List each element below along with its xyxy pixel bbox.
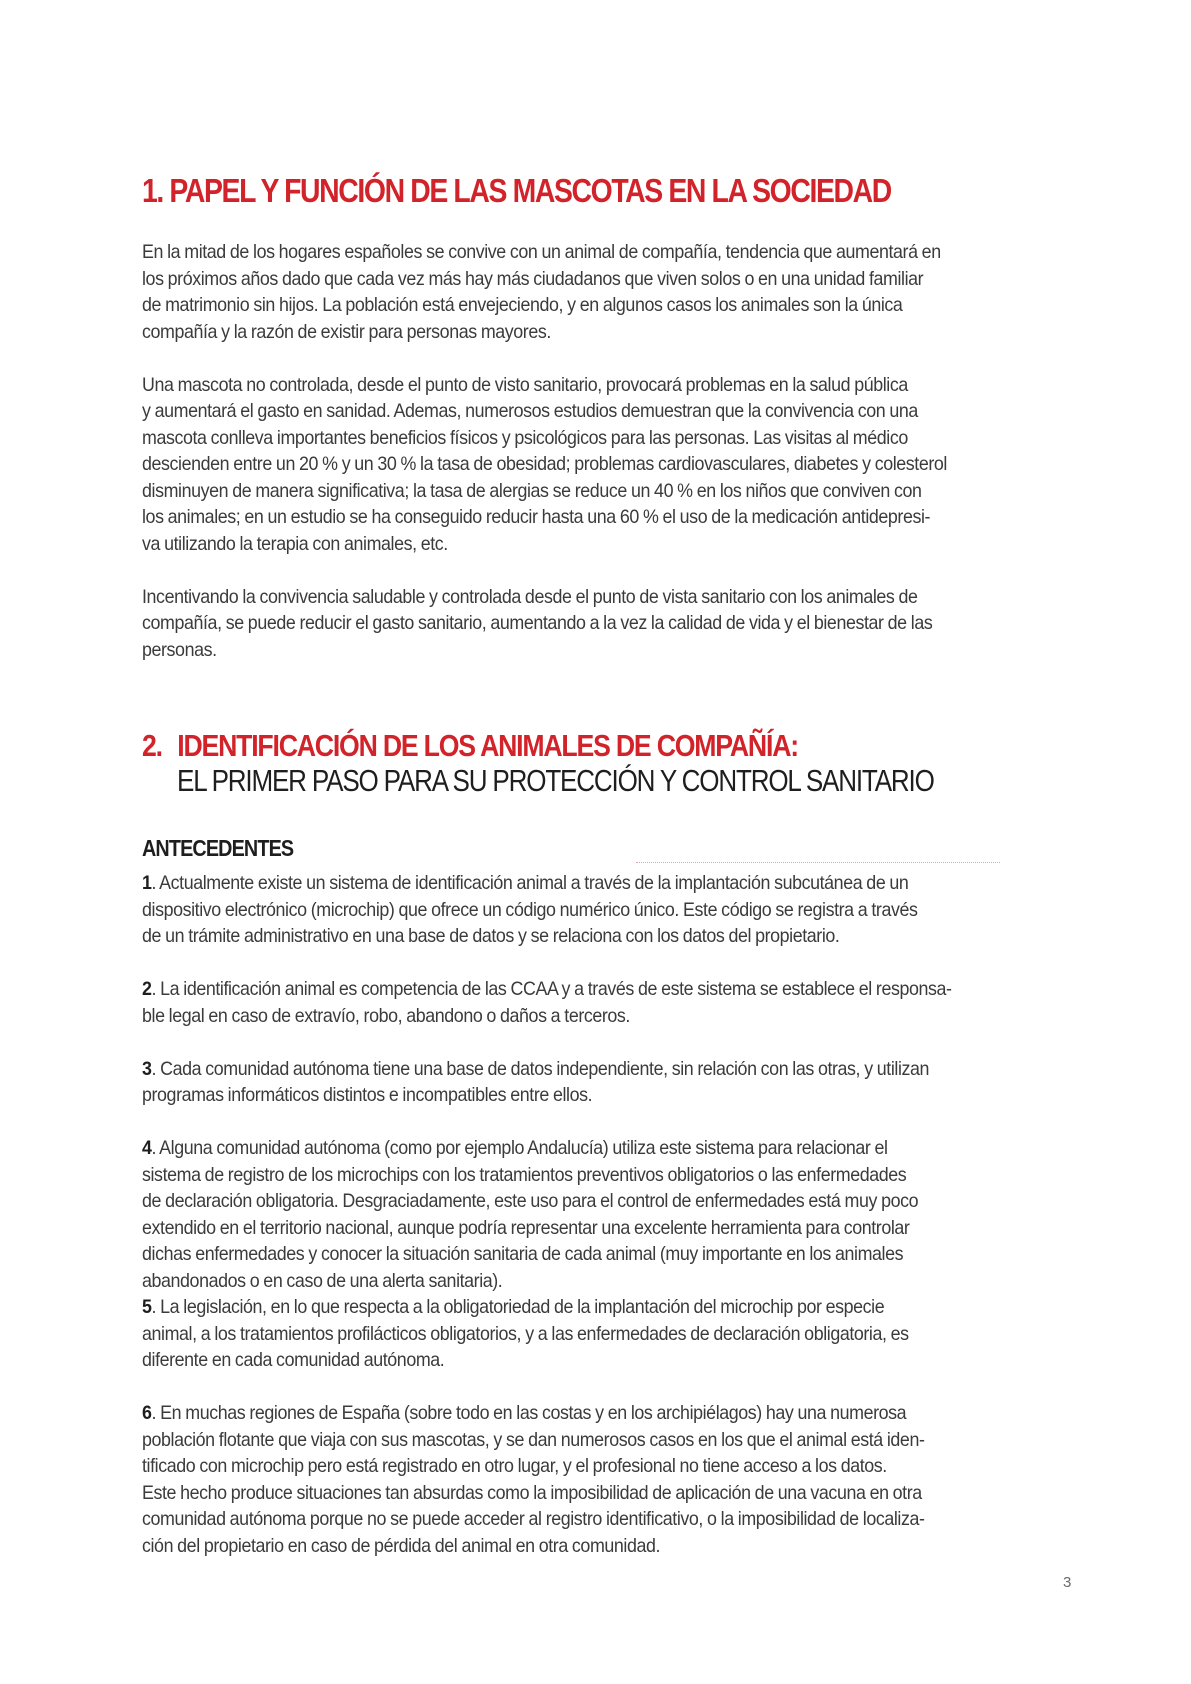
section-1-paragraph-3 [142, 584, 1102, 664]
section-2-heading-title [142, 729, 947, 763]
section-2-heading [142, 729, 1078, 799]
text-line: En la mitad de los hogares españoles se convive con un animal de compañía, tendencia que aumentará en [142, 241, 941, 263]
text-line: personas. [142, 638, 217, 661]
antecedentes-item-2 [142, 976, 1102, 1029]
antecedentes-item-3 [142, 1056, 1102, 1109]
text-line: los próximos años dado que cada vez más hay más ciudadanos que viven solos o en una unidad familiar [142, 267, 924, 290]
item-number: 3 [142, 1057, 152, 1080]
item-number: 6 [142, 1402, 152, 1424]
section-1-paragraph-1 [142, 239, 1102, 345]
item-text: . Actualmente existe un sistema de identificación animal a través de la implantación subcutánea de un [151, 872, 909, 894]
text-line: tificado con microchip pero está registrado en otro lugar, y el profesional no tiene acceso a los datos. [142, 1455, 887, 1477]
antecedentes-subheading: ANTECEDENTES [142, 835, 294, 861]
item-text: . La legislación, en lo que respecta a la obligatoriedad de la implantación del microchip por especie [151, 1296, 885, 1318]
text-line [142, 1135, 1020, 1162]
text-line [142, 870, 1020, 897]
text-line: va utilizando la terapia con animales, etc. [142, 532, 448, 555]
antecedentes-item-5 [142, 1294, 1102, 1374]
text-line: comunidad autónoma porque no se puede acceder al registro identificativo, o la imposibilidad de localiza- [142, 1508, 925, 1530]
item-text: . La identificación animal es competencia de las CCAA y a través de este sistema se establece el responsa- [151, 978, 952, 1000]
text-line: disminuyen de manera significativa; la tasa de alergias se reduce un 40 % en los niños que conviven con [142, 479, 922, 502]
dotted-divider [636, 862, 1000, 863]
section-2-title: IDENTIFICACIÓN DE LOS ANIMALES DE COMPAÑÍA: [177, 728, 798, 763]
text-line [142, 1056, 1020, 1083]
item-text: . Alguna comunidad autónoma (como por ejemplo Andalucía) utiliza este sistema para relacionar el [151, 1137, 888, 1159]
text-line: sistema de registro de los microchips con los tratamientos preventivos obligatorios o las enfermedades [142, 1163, 907, 1186]
text-line: Una mascota no controlada, desde el punto de visto sanitario, provocará problemas en la salud pública [142, 373, 908, 396]
antecedentes-item-4 [142, 1135, 1102, 1294]
text-line [142, 976, 1020, 1003]
text-line [142, 1400, 1020, 1427]
text-line: animal, a los tratamientos profilácticos obligatorios, y a las enfermedades de declaración obligatoria, es [142, 1322, 909, 1345]
antecedentes-item-1 [142, 870, 1102, 950]
text-line: Incentivando la convivencia saludable y controlada desde el punto de vista sanitario con los animales de [142, 585, 918, 608]
text-line: extendido en el territorio nacional, aunque podría representar una excelente herramienta para controlar [142, 1216, 910, 1239]
text-line: ble legal en caso de extravío, robo, abandono o daños a terceros. [142, 1004, 630, 1027]
section-2-subtitle: EL PRIMER PASO PARA SU PROTECCIÓN Y CONTROL SANITARIO [177, 763, 934, 798]
text-line: Este hecho produce situaciones tan absurdas como la imposibilidad de aplicación de una vacuna en otra [142, 1481, 922, 1504]
item-text: . En muchas regiones de España (sobre todo en las costas y en los archipiélagos) hay una numerosa [151, 1402, 907, 1424]
page-number: 3 [1063, 1574, 1072, 1591]
text-line: ción del propietario en caso de pérdida del animal en otra comunidad. [142, 1534, 661, 1557]
text-line: descienden entre un 20 % y un 30 % la tasa de obesidad; problemas cardiovasculares, diabetes y colesterol [142, 453, 947, 475]
item-text: . Cada comunidad autónoma tiene una base de datos independiente, sin relación con las otras, y utilizan [151, 1057, 930, 1080]
text-line: de un trámite administrativo en una base de datos y se relaciona con los datos del propietario. [142, 925, 840, 947]
section-1-heading: 1. PAPEL Y FUNCIÓN DE LAS MASCOTAS EN LA SOCIEDAD [142, 172, 891, 209]
section-1-paragraph-2 [142, 372, 1102, 558]
item-number: 1 [142, 872, 152, 894]
text-line [142, 1294, 1020, 1321]
text-line: de matrimonio sin hijos. La población está envejeciendo, y en algunos casos los animales son la única [142, 294, 903, 316]
antecedentes-list [142, 870, 1102, 1559]
text-line: dispositivo electrónico (microchip) que ofrece un código numérico único. Este código se registra a través [142, 898, 918, 921]
text-line: abandonados o en caso de una alerta sanitaria). [142, 1269, 503, 1292]
section-2-number: 2. [142, 728, 162, 763]
section-1-body [142, 239, 1102, 663]
item-number: 5 [142, 1296, 152, 1318]
text-line: mascota conlleva importantes beneficios físicos y psicológicos para las personas. Las visitas al médico [142, 426, 908, 449]
text-line: y aumentará el gasto en sanidad. Ademas, numerosos estudios demuestran que la convivencia con una [142, 400, 918, 422]
text-line: de declaración obligatoria. Desgraciadamente, este uso para el control de enfermedades está muy poco [142, 1190, 919, 1212]
text-line: programas informáticos distintos e incompatibles entre ellos. [142, 1084, 593, 1106]
text-line: dichas enfermedades y conocer la situación sanitaria de cada animal (muy importante en los animales [142, 1243, 904, 1265]
item-number: 4 [142, 1137, 152, 1159]
text-line: diferente en cada comunidad autónoma. [142, 1349, 445, 1371]
text-line: compañía, se puede reducir el gasto sanitario, aumentando a la vez la calidad de vida y el bienestar de las [142, 612, 933, 634]
item-number: 2 [142, 978, 152, 1000]
text-line: los animales; en un estudio se ha conseguido reducir hasta una 60 % el uso de la medicación antidepresi- [142, 506, 931, 528]
antecedentes-item-6 [142, 1400, 1102, 1559]
text-line: población flotante que viaja con sus mascotas, y se dan numerosos casos en los que el animal está iden- [142, 1428, 925, 1451]
text-line: compañía y la razón de existir para personas mayores. [142, 320, 551, 343]
